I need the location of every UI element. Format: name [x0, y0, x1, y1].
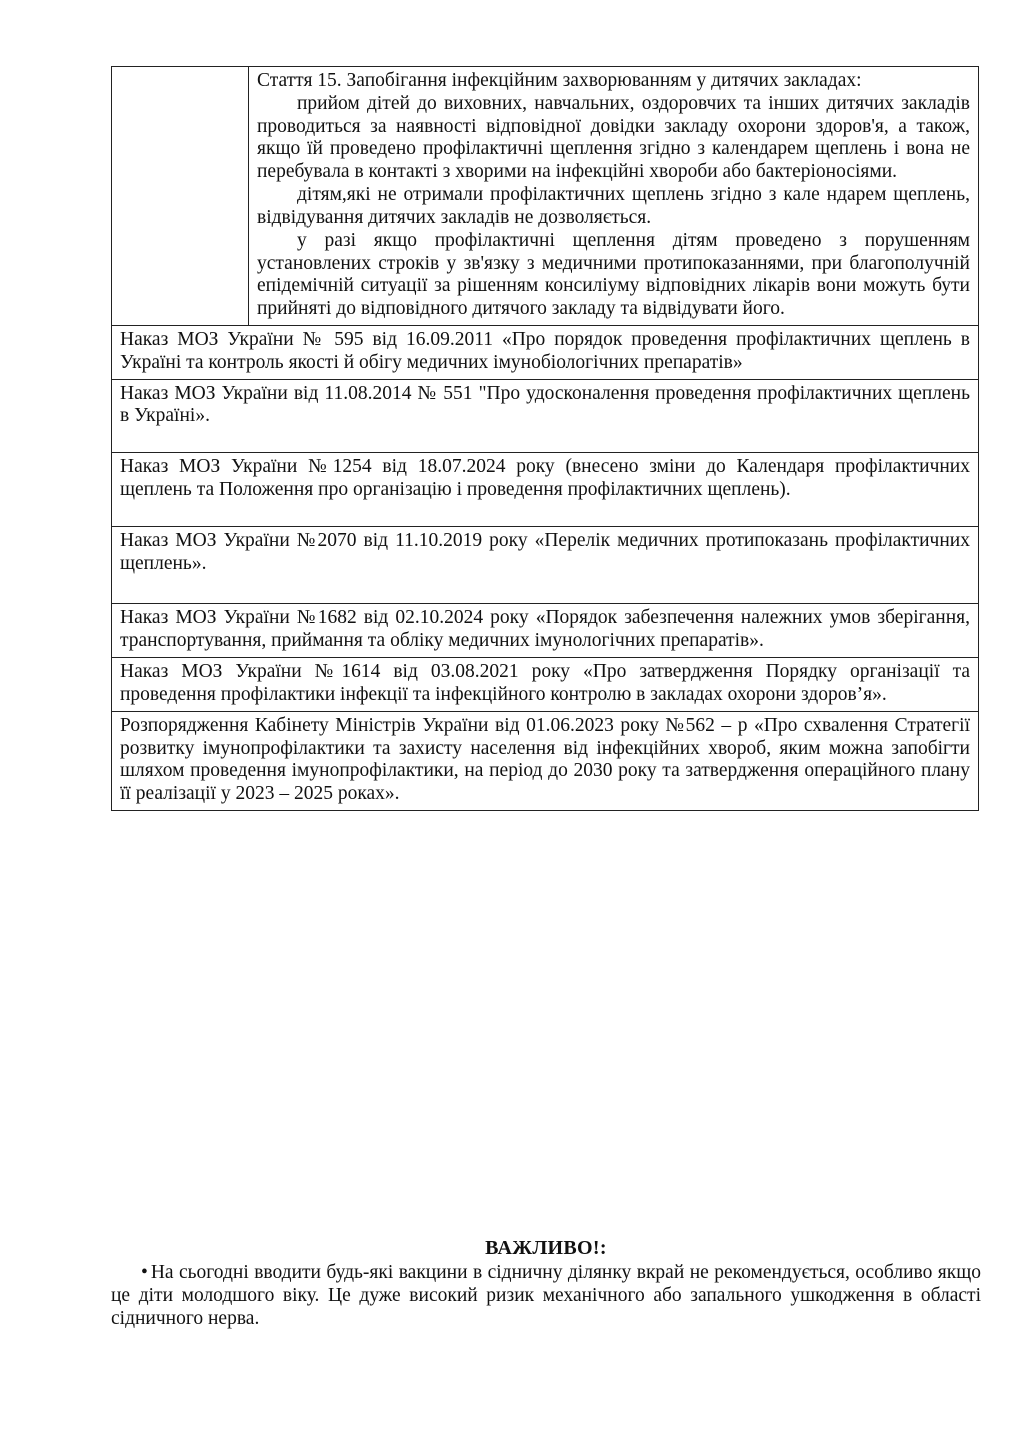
order-row	[112, 379, 979, 453]
order-row	[112, 325, 979, 379]
article-cell	[249, 67, 979, 326]
order-text: Наказ МОЗ України №1682 від 02.10.2024 року «Порядок забезпечення належних умов зберігання, транспортування, приймання та обліку медичних імунологічних препаратів».	[112, 604, 979, 658]
order-text: Наказ МОЗ України №1254 від 18.07.2024 року (внесено зміни до Календаря профілактичних щеплень та Положення про організацію і проведення профілактичних щеплень).	[112, 453, 979, 527]
order-row	[112, 604, 979, 658]
order-row	[112, 658, 979, 712]
order-text: Наказ МОЗ України №2070 від 11.10.2019 року «Перелік медичних протипоказань профілактичних щеплень».	[112, 526, 979, 604]
article-row	[112, 67, 979, 326]
order-text: Наказ МОЗ України № 595 від 16.09.2011 «Про порядок проведення профілактичних щеплень в Україні та контроль якості й обігу медичних імунобіологічних препаратів»	[112, 325, 979, 379]
bullet-icon: •	[141, 1262, 148, 1284]
document-table	[111, 66, 979, 811]
article-paragraph: у разі якщо профілактичні щеплення дітям проведено з порушенням установлених строків у зв'язку з медичними протипоказаннями, при благополучній епідемічній ситуації за рішенням консиліуму відповідних лікарів вони можуть бути прийняті до відповідного дитячого закладу та відвідувати його.	[257, 229, 970, 320]
important-section	[111, 1237, 981, 1331]
important-heading: ВАЖЛИВО!:	[485, 1237, 607, 1259]
order-row	[112, 711, 979, 810]
order-text: Наказ МОЗ України №1614 від 03.08.2021 року «Про затвердження Порядку організації та проведення профілактики інфекції та інфекційного контролю в закладах охорони здоров’я».	[112, 658, 979, 712]
important-text: На сьогодні вводити будь-які вакцини в сідничну ділянку вкрай не рекомендується, особливо якщо це діти молодшого віку. Це дуже високий ризик механічного або запального ушкодження в області сідничного нерва.	[111, 1262, 981, 1330]
order-row	[112, 453, 979, 527]
important-note	[111, 1262, 981, 1330]
article-paragraph: дітям,які не отримали профілактичних щеплень згідно з кале ндарем щеплень, відвідування дитячих закладів не дозволяється.	[257, 184, 970, 228]
order-row	[112, 526, 979, 604]
article-paragraph: прийом дітей до виховних, навчальних, оздоровчих та інших дитячих закладів проводиться за наявності відповідної довідки закладу охорони здоров'я, а також, якщо їй проведено профілактичні щеплення згідно з календарем щеплень і вона не перебувала в контакті з хворими на інфекційні хвороби або бактеріоносіями.	[257, 92, 970, 183]
article-title: Стаття 15. Запобігання інфекційним захворюванням у дитячих закладах:	[257, 70, 862, 91]
order-text: Розпорядження Кабінету Міністрів України від 01.06.2023 року №562 – р «Про схвалення Стратегії розвитку імунопрофілактики та захисту населення від інфекційних хвороб, яким можна запобігти шляхом проведення імунопрофілактики, на період до 2030 року та затвердження операційного плану її реалізації у 2023 – 2025 роках».	[112, 711, 979, 810]
article-empty-cell	[112, 67, 249, 326]
order-text: Наказ МОЗ України від 11.08.2014 № 551 "Про удосконалення проведення профілактичних щеплень в Україні».	[112, 379, 979, 453]
